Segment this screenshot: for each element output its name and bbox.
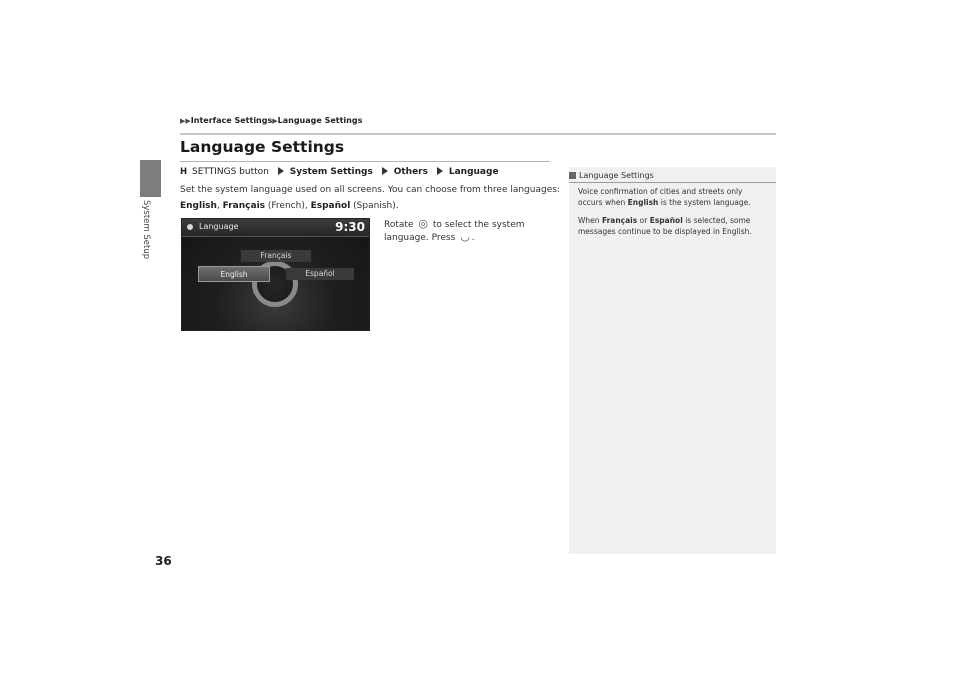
instruction-fragment: to select the system <box>432 220 525 230</box>
breadcrumb-arrow-icon: ▶▶ <box>180 117 191 125</box>
navigation-screen-image <box>181 218 370 331</box>
note-text <box>578 216 750 225</box>
breadcrumb-item[interactable]: Interface Settings <box>190 116 273 125</box>
path-arrow-icon <box>382 167 388 175</box>
title-divider <box>180 161 550 162</box>
screen-clock: 9:30 <box>335 220 365 234</box>
path-arrow-icon <box>437 167 443 175</box>
side-tab-label: System Setup <box>141 200 151 260</box>
home-icon: H <box>180 167 188 177</box>
note-panel <box>569 167 776 554</box>
page-title: Language Settings <box>180 138 345 156</box>
screen-option-espanol[interactable]: Español <box>286 268 354 280</box>
note-header-label: Language Settings <box>579 171 654 180</box>
screen-status-icon <box>187 224 193 230</box>
menu-path <box>180 167 499 177</box>
header-divider <box>180 133 776 135</box>
screen-title: Language <box>199 222 239 231</box>
option-note: (French) <box>267 201 305 211</box>
note-header <box>569 171 654 180</box>
note-icon <box>569 172 576 179</box>
press-knob-icon: ◡ <box>460 230 470 243</box>
option-name: English <box>180 201 217 211</box>
path-arrow-icon <box>278 167 284 175</box>
instruction-text <box>384 217 525 230</box>
screen-option-english[interactable]: English <box>198 266 270 282</box>
note-fragment: or <box>639 216 648 225</box>
menu-path-step: Others <box>393 167 428 177</box>
note-text <box>578 198 751 207</box>
rotate-knob-icon: ◎ <box>418 217 428 230</box>
instruction-fragment: language. Press <box>384 233 456 243</box>
note-fragment: occurs when <box>578 198 626 207</box>
instruction-fragment: Rotate <box>384 220 414 230</box>
breadcrumb-item-current: Language Settings <box>277 116 363 125</box>
menu-path-step: System Settings <box>289 167 373 177</box>
note-divider <box>569 182 776 183</box>
page-number: 36 <box>155 554 172 568</box>
note-fragment: When <box>578 216 600 225</box>
language-options-text: English, Français (French), Español (Spanish). <box>180 201 399 211</box>
screen-header <box>182 219 369 237</box>
note-text: Voice confirmation of cities and streets only <box>578 187 743 196</box>
note-fragment: is selected, some <box>685 216 751 225</box>
option-name: Français <box>222 201 266 211</box>
description-text: Set the system language used on all screens. You can choose from three languages: <box>180 185 560 195</box>
screen-option-francais[interactable]: Français <box>241 250 311 262</box>
note-fragment: is the system language. <box>660 198 751 207</box>
breadcrumb-arrow-icon: ▶ <box>272 117 278 125</box>
menu-path-step: Language <box>448 167 499 177</box>
breadcrumb <box>180 116 362 125</box>
note-emphasis: Français <box>601 216 638 225</box>
note-emphasis: Español <box>649 216 683 225</box>
note-text: messages continue to be displayed in English. <box>578 227 752 236</box>
option-note: (Spanish) <box>353 201 396 211</box>
note-emphasis: English <box>627 198 659 207</box>
option-name: Español <box>310 201 351 211</box>
instruction-text: language. Press ◡ . <box>384 230 475 243</box>
menu-path-prefix: SETTINGS button <box>192 167 269 177</box>
side-tab <box>140 160 161 197</box>
